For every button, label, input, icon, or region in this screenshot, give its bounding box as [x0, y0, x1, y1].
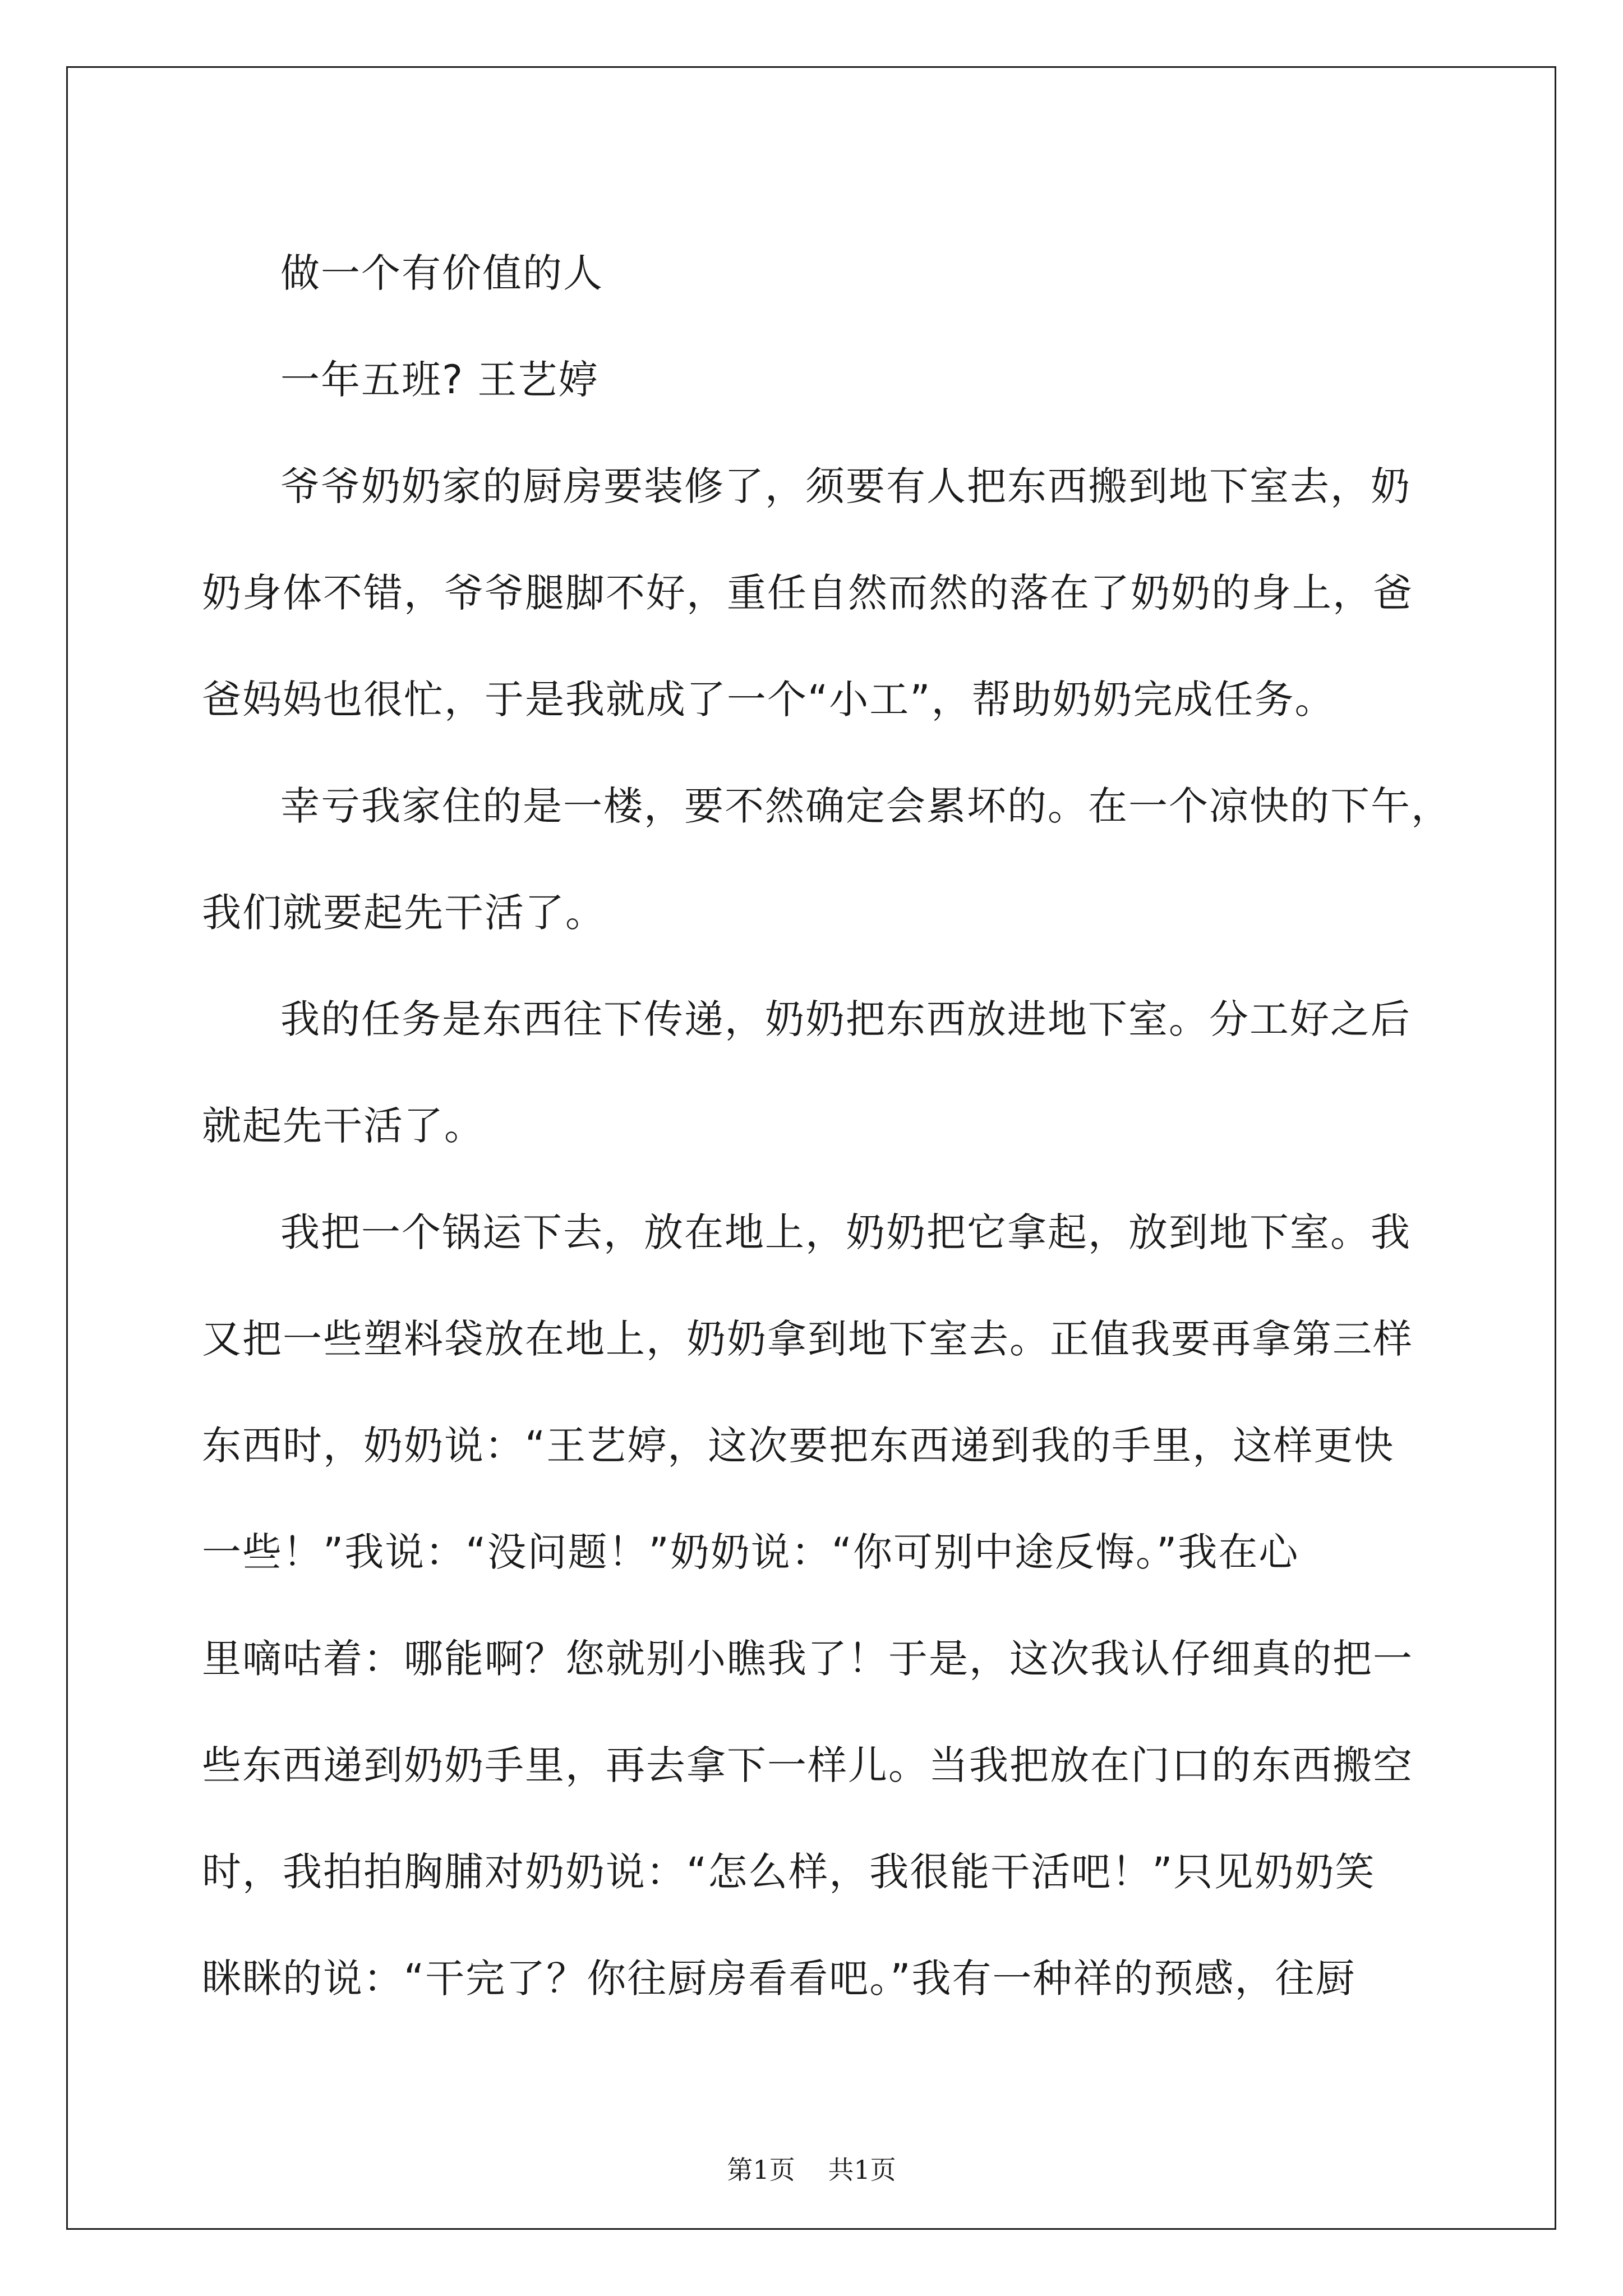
- text-line: 我们就要起先干活了。: [202, 890, 606, 936]
- text-line: 就起先干活了。: [202, 1103, 485, 1149]
- text-line: 东西时，奶奶说：“王艺婷，这次要把东西递到我的手里，这样更快: [202, 1423, 1395, 1469]
- text-line: 幸亏我家住的是一楼，要不然确定会累坏的。在一个凉快的下午，: [280, 783, 1451, 829]
- page-total: 共1页: [828, 2155, 896, 2185]
- text-line: 里嘀咕着：哪能啊？您就别小瞧我了！于是，这次我认仔细真的把一: [202, 1636, 1413, 1682]
- document-title: 做一个有价值的人: [280, 250, 603, 296]
- document-body: [202, 220, 1451, 2032]
- text-line: 时，我拍拍胸脯对奶奶说：“怎么样，我很能干活吧！”只见奶奶笑: [202, 1849, 1376, 1895]
- text-line: 又把一些塑料袋放在地上，奶奶拿到地下室去。正值我要再拿第三样: [202, 1316, 1413, 1362]
- text-line: 我的任务是东西往下传递，奶奶把东西放进地下室。分工好之后: [280, 996, 1411, 1042]
- page-number: 第1页: [727, 2155, 795, 2185]
- text-line: 爸妈妈也很忙，于是我就成了一个“小工”，帮助奶奶完成任务。: [202, 677, 1335, 723]
- text-line: 一些！”我说：“没问题！”奶奶说：“你可别中途反悔。”我在心: [202, 1529, 1299, 1575]
- text-line: 爷爷奶奶家的厨房要装修了，须要有人把东西搬到地下室去，奶: [280, 463, 1411, 509]
- text-line: 眯眯的说：“干完了？你往厨房看看吧。”我有一种祥的预感，往厨: [202, 1955, 1356, 2001]
- author-line: 一年五班? 王艺婷: [280, 357, 599, 403]
- text-line: 奶身体不错，爷爷腿脚不好，重任自然而然的落在了奶奶的身上，爸: [202, 570, 1413, 616]
- text-line: 我把一个锅运下去，放在地上，奶奶把它拿起，放到地下室。我: [280, 1209, 1411, 1255]
- page-footer: [0, 2153, 1623, 2187]
- text-line: 些东西递到奶奶手里，再去拿下一样儿。当我把放在门口的东西搬空: [202, 1742, 1413, 1788]
